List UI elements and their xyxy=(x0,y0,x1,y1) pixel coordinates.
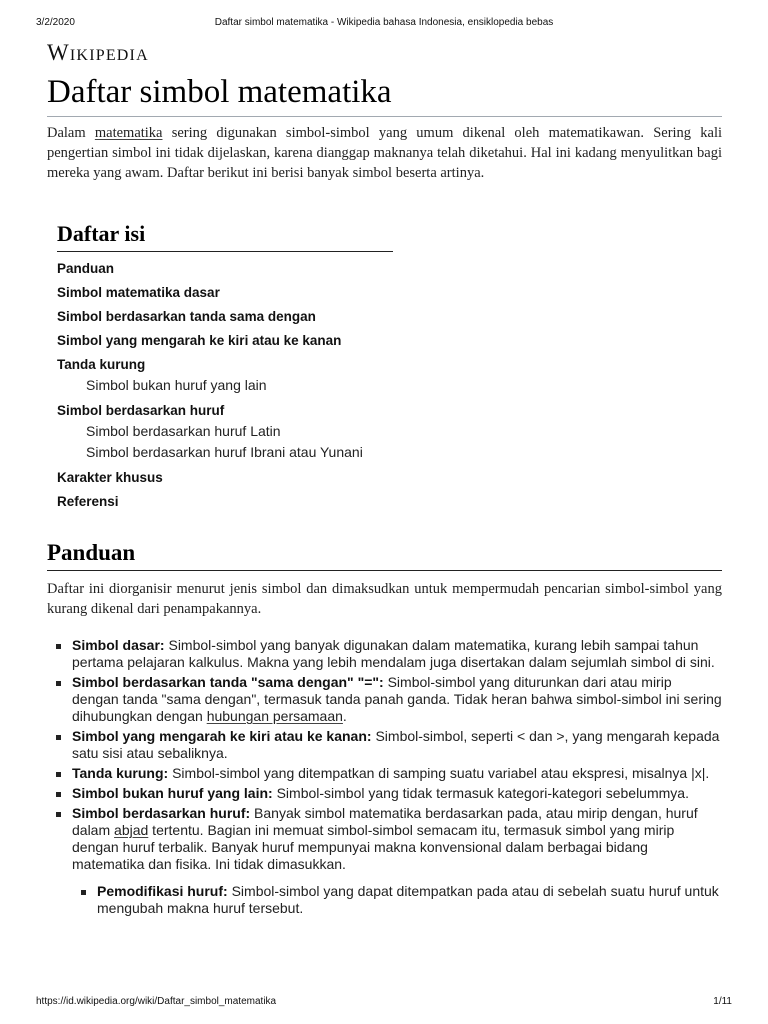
bullet-icon xyxy=(56,681,61,686)
toc-item-sama-dengan[interactable] xyxy=(57,308,393,326)
bullet-text: Simbol-simbol yang banyak digunakan dalam matematika, kurang lebih sampai tahun pertama pelajaran kalkulus. Makna yang lebih mendalam juga disertakan dalam sejumlah simbol di sini. xyxy=(72,637,715,670)
link-abjad[interactable]: abjad xyxy=(114,822,149,838)
print-header xyxy=(36,17,732,31)
toc-sublist xyxy=(57,421,393,463)
toc-item-label[interactable]: Karakter khusus xyxy=(57,470,163,485)
list-item xyxy=(72,765,722,782)
toc-item-panduan[interactable] xyxy=(57,260,393,278)
lead-text-rest: sering digunakan simbol-simbol yang umum dikenal oleh matematikawan. Sering kali pengertian simbol ini tidak dijelaskan, karena dianggap maknanya telah diketahui. Hal ini kadang menyulitkan bagi mereka yang awam. Daftar berikut ini berisi banyak simbol beserta artinya. xyxy=(47,125,723,181)
toc-item-label[interactable]: Referensi xyxy=(57,494,119,509)
toc-item-berdasarkan-huruf[interactable] xyxy=(57,402,393,463)
toc-list xyxy=(57,260,393,511)
link-hubungan-persamaan[interactable]: hubungan persamaan xyxy=(206,708,343,724)
list-item xyxy=(72,674,722,725)
toc-item-label[interactable]: Panduan xyxy=(57,261,115,276)
toc-item-referensi[interactable] xyxy=(57,493,393,511)
bullet-icon xyxy=(81,890,86,895)
wikipedia-logo[interactable]: Wikipedia xyxy=(47,40,149,65)
bullet-icon xyxy=(56,644,61,649)
print-date: 3/2/2020 xyxy=(36,17,75,28)
toc-item-label[interactable]: Simbol yang mengarah ke kiri atau ke kanan xyxy=(57,333,342,348)
list-item xyxy=(72,637,722,671)
print-url: https://id.wikipedia.org/wiki/Daftar_simbol_matematika xyxy=(36,996,277,1007)
toc-item-label[interactable]: Simbol berdasarkan tanda sama dengan xyxy=(57,309,316,324)
toc-title: Daftar isi xyxy=(57,220,393,252)
list-item xyxy=(97,883,722,917)
page-number: 1/11 xyxy=(713,996,732,1007)
link-matematika[interactable]: matematika xyxy=(94,125,163,141)
bullet-text: Simbol-simbol yang dapat ditempatkan pada atau di sebelah suatu huruf untuk mengubah makna huruf tersebut. xyxy=(97,883,719,916)
toc-item-karakter-khusus[interactable] xyxy=(57,469,393,487)
toc-subitem-bukan-huruf[interactable]: Simbol bukan huruf yang lain xyxy=(86,377,267,393)
bullet-term: Simbol yang mengarah ke kiri atau ke kanan: xyxy=(72,728,372,744)
bullet-icon xyxy=(56,735,61,740)
bullet-term: Simbol berdasarkan huruf: xyxy=(72,805,251,821)
bullet-term: Simbol bukan huruf yang lain: xyxy=(72,785,273,801)
toc-item-label[interactable]: Simbol matematika dasar xyxy=(57,285,220,300)
bullet-text: Simbol-simbol, seperti < dan >, yang mengarah kepada satu sisi atau sebaliknya. xyxy=(72,728,720,761)
list-item xyxy=(72,785,722,802)
toc-item-tanda-kurung[interactable] xyxy=(57,356,393,396)
toc-item-label[interactable]: Tanda kurung xyxy=(57,357,146,372)
sub-bullet-list xyxy=(72,883,722,917)
bullet-text: Simbol-simbol yang tidak termasuk kategori-kategori sebelummya. xyxy=(272,785,689,801)
bullet-term: Tanda kurung: xyxy=(72,765,169,781)
list-item xyxy=(72,805,722,917)
toc-subitem-huruf-ibrani-yunani[interactable]: Simbol berdasarkan huruf Ibrani atau Yunani xyxy=(86,444,363,460)
bullet-term: Pemodifikasi huruf: xyxy=(97,883,228,899)
print-doc-title: Daftar simbol matematika - Wikipedia bahasa Indonesia, ensiklopedia bebas xyxy=(214,17,554,28)
toc-item-simbol-dasar[interactable] xyxy=(57,284,393,302)
print-footer xyxy=(36,996,732,1010)
table-of-contents xyxy=(57,220,393,511)
panduan-intro: Daftar ini diorganisir menurut jenis simbol dan dimaksudkan untuk mempermudah pencarian simbol-simbol yang kurang dikenal dari penampakannya. xyxy=(47,581,722,617)
lead-text-start: Dalam xyxy=(47,125,95,141)
bullet-icon xyxy=(56,812,61,817)
bullet-text: Simbol-simbol yang ditempatkan di samping suatu variabel atau ekspresi, misalnya |x|. xyxy=(168,765,710,781)
article xyxy=(47,38,722,920)
toc-item-label[interactable]: Simbol berdasarkan huruf xyxy=(57,403,225,418)
toc-item-kiri-kanan[interactable] xyxy=(57,332,393,350)
toc-subitem-huruf-latin[interactable]: Simbol berdasarkan huruf Latin xyxy=(86,423,281,439)
lead-paragraph xyxy=(47,123,722,183)
bullet-text-end: tertentu. Bagian ini memuat simbol-simbol semacam itu, termasuk simbol yang mirip dengan huruf terbalik. Banyak huruf mempunyai makna konvensional dalam berbagai bidang matematika dan fisika. Ini tidak dimasukkan. xyxy=(72,822,675,872)
bullet-term: Simbol berdasarkan tanda "sama dengan" "=": xyxy=(72,674,384,690)
panduan-bullet-list xyxy=(47,637,722,917)
bullet-icon xyxy=(56,792,61,797)
toc-sublist xyxy=(57,375,393,396)
page-title: Daftar simbol matematika xyxy=(47,72,722,117)
bullet-icon xyxy=(56,772,61,777)
bullet-text: Simbol-simbol yang diturunkan dari atau mirip dengan tanda "sama dengan", termasuk tanda panah ganda. Tidak heran bahwa simbol-simbol ini sering dihubungkan dengan xyxy=(72,674,722,724)
list-item xyxy=(72,728,722,762)
section-heading-panduan: Panduan xyxy=(47,539,722,571)
bullet-term: Simbol dasar: xyxy=(72,637,165,653)
bullet-text: Banyak simbol matematika berdasarkan pada, atau mirip dengan, huruf dalam xyxy=(72,805,698,838)
bullet-text-end: . xyxy=(342,708,347,724)
